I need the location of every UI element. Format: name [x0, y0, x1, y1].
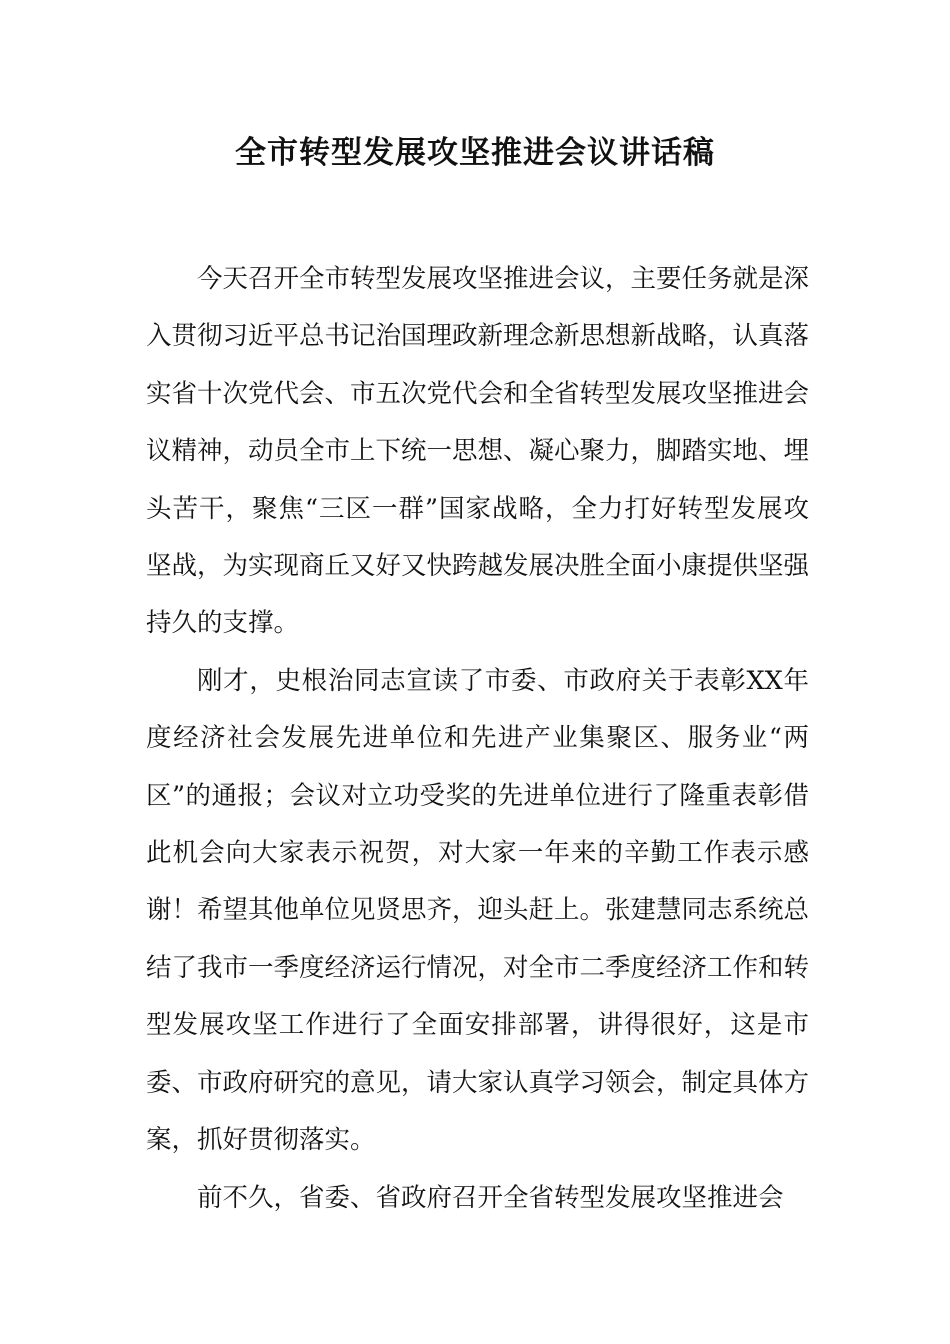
- paragraph-3: 前不久，省委、省政府召开全省转型发展攻坚推进会: [197, 1182, 784, 1213]
- paragraph-1: 今天召开全市转型发展攻坚推进会议，主要任务就是深入贯彻习近平总书记治国理政新理念新思想新战略，认真落实省十次党代会、市五次党代会和全省转型发展攻坚推进会议精神，动员全市上下统一思想、凝心聚力，脚踏实地、埋头苦干，聚焦“三区一群”国家战略，全力打好转型发展攻坚战，为实现商丘又好又快跨越发展决胜全面小康提供坚强持久的支撑。: [146, 264, 810, 639]
- document-body: [146, 251, 809, 1227]
- paragraph-2: 刚才，史根治同志宣读了市委、市政府关于表彰XX年度经济社会发展先进单位和先进产业集聚区、服务业“两区”的通报；会议对立功受奖的先进单位进行了隆重表彰借此机会向大家表示祝贺，对大家一年来的辛勤工作表示感谢！希望其他单位见贤思齐，迎头赶上。张建慧同志系统总结了我市一季度经济运行情况，对全市二季度经济工作和转型发展攻坚工作进行了全面安排部署，讲得很好，这是市委、市政府研究的意见，请大家认真学习领会，制定具体方案，抓好贯彻落实。: [146, 665, 810, 1156]
- document-title: 全市转型发展攻坚推进会议讲话稿: [235, 135, 715, 171]
